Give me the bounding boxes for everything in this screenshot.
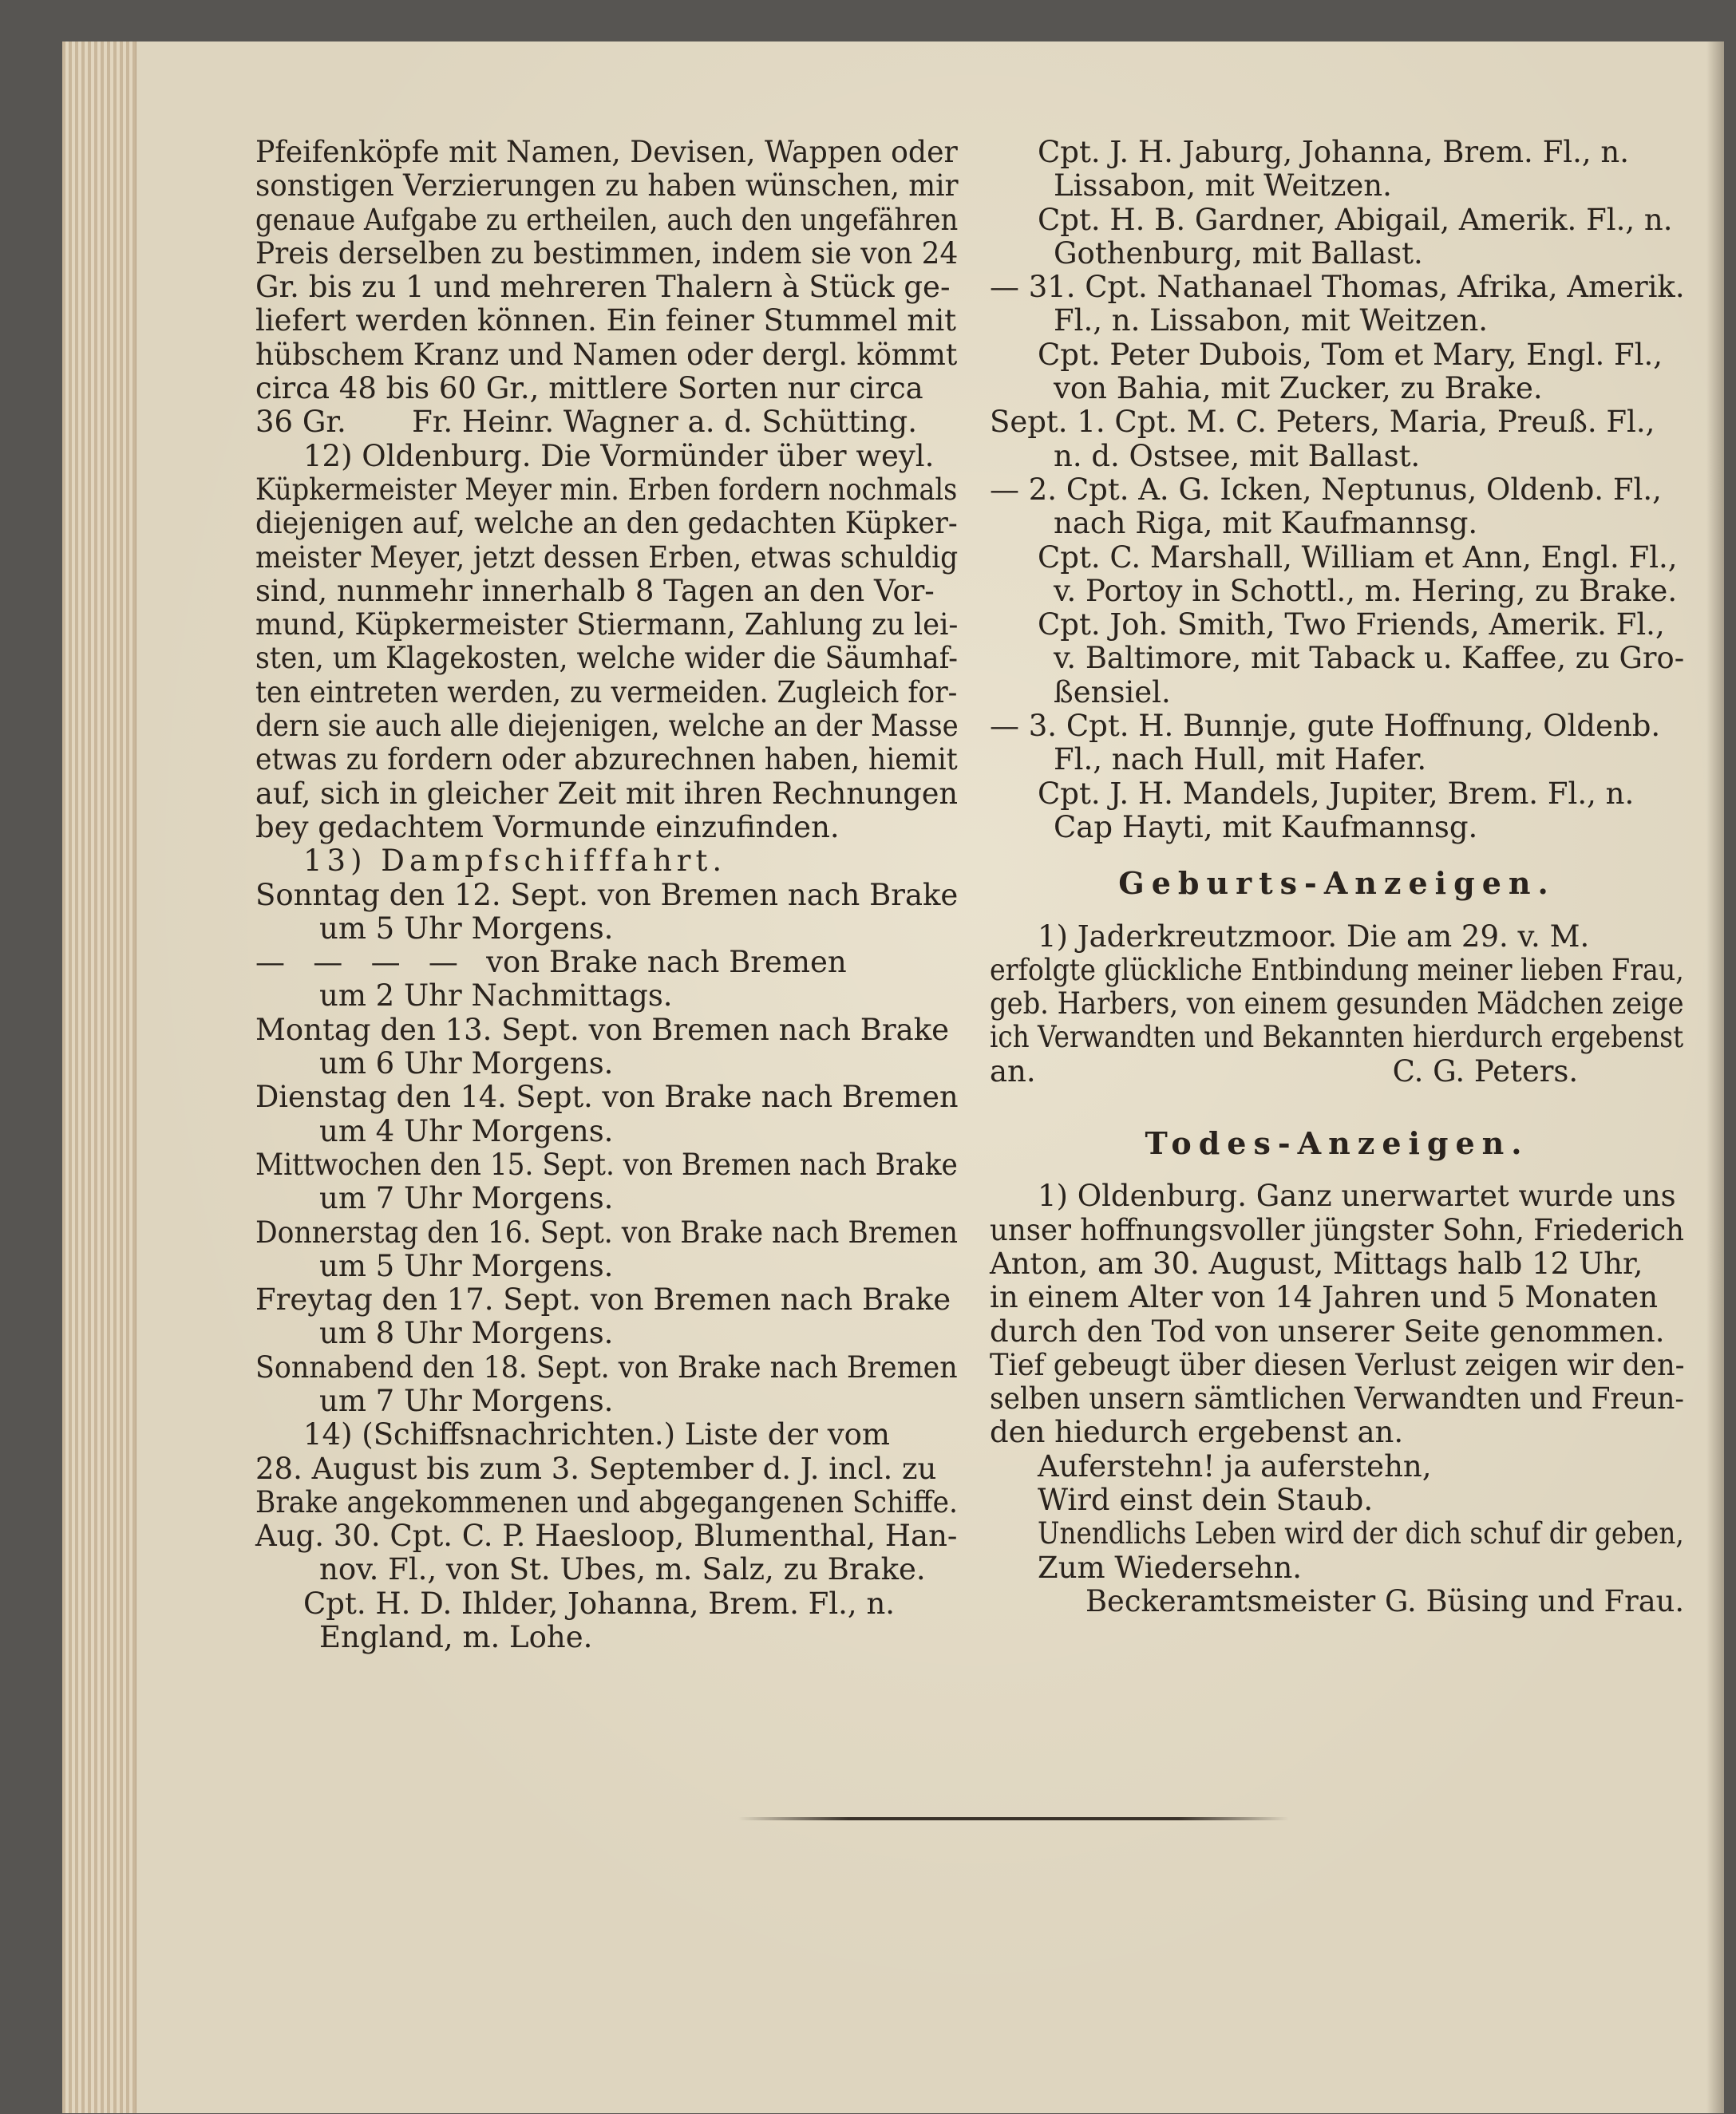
text-line: an. C. G. Peters.	[990, 1053, 1579, 1089]
poem-line: Unendlichs Leben wird der dich schuf dir geben,	[1038, 1516, 1684, 1551]
text-line: in einem Alter von 14 Jahren und 5 Monaten	[990, 1280, 1659, 1315]
text-line: den hiedurch ergebenst an.	[990, 1415, 1404, 1450]
text-line: auf, sich in gleicher Zeit mit ihren Rechnungen	[255, 776, 959, 811]
text-line: bey gedachtem Vormunde einzufinden.	[255, 809, 840, 844]
schedule-day: Freytag den 17. Sept. von Bremen nach Brake	[255, 1282, 951, 1318]
ship-entry-cont: England, m. Lohe.	[319, 1620, 593, 1655]
text-line: 36 Gr. Fr. Heinr. Wagner a. d. Schütting.	[255, 405, 917, 440]
ship-entry-cont: ßensiel.	[1054, 674, 1171, 709]
end-rule	[738, 1817, 1289, 1820]
page-edges	[62, 41, 136, 2113]
text-line: ich Verwandten und Bekannten hierdurch ergebenst	[990, 1020, 1684, 1055]
ship-entry: Cpt. H. B. Gardner, Abigail, Amerik. Fl., n.	[1038, 202, 1673, 237]
text-line: etwas zu fordern oder abzurechnen haben, hiemit	[255, 742, 958, 777]
text-line: dern sie auch alle diejenigen, welche an der Masse	[255, 709, 959, 744]
death-notice	[990, 1179, 1684, 1618]
text-line: geb. Harbers, von einem gesunden Mädchen zeige	[990, 986, 1684, 1021]
ship-entry: Cpt. Joh. Smith, Two Friends, Amerik. Fl.,	[1038, 607, 1665, 642]
notice-12	[255, 440, 958, 845]
ship-entry: — 3. Cpt. H. Bunnje, gute Hoffnung, Oldenb.	[990, 709, 1661, 744]
text-line: genaue Aufgabe zu ertheilen, auch den ungefähren	[255, 202, 959, 237]
text-line: unser hoffnungsvoller jüngster Sohn, Friederich	[990, 1212, 1685, 1247]
birth-notice	[990, 920, 1684, 1089]
schedule-day: Dienstag den 14. Sept. von Brake nach Bremen	[255, 1080, 959, 1115]
poem-line: Auferstehn! ja auferstehn,	[1038, 1448, 1432, 1484]
poem-line: Zum Wiedersehn.	[1038, 1550, 1303, 1585]
text-line: Preis derselben zu bestimmen, indem sie von 24	[255, 235, 959, 271]
notice-13	[255, 844, 958, 1418]
text-line: sonstigen Verzierungen zu haben wünschen, mir	[255, 168, 959, 203]
ship-entry: Aug. 30. Cpt. C. P. Haesloop, Blumenthal, Han-	[255, 1519, 958, 1554]
signature: Beckeramtsmeister G. Büsing und Frau.	[1085, 1583, 1685, 1618]
text-line: Pfeifenköpfe mit Namen, Devisen, Wappen oder	[255, 135, 958, 169]
deaths-heading: Todes-Anzeigen.	[1145, 1125, 1529, 1162]
schedule-time: um 7 Uhr Morgens.	[319, 1383, 614, 1418]
ship-entry: Cpt. J. H. Jaburg, Johanna, Brem. Fl., n.	[1038, 135, 1629, 169]
text-line: 28. August bis zum 3. September d. J. incl. zu	[255, 1451, 937, 1486]
text-line: Brake angekommenen und abgegangenen Schiffe.	[255, 1484, 958, 1519]
text-line: hübschem Kranz und Namen oder dergl. kömmt	[255, 337, 958, 372]
schedule-time: um 6 Uhr Morgens.	[319, 1046, 614, 1081]
ship-entry: Cpt. H. D. Ihlder, Johanna, Brem. Fl., n.	[303, 1586, 896, 1621]
text-line: sind, nunmehr innerhalb 8 Tagen an den Vor-	[255, 573, 935, 608]
ship-entry: Sept. 1. Cpt. M. C. Peters, Maria, Preuß. Fl.,	[990, 405, 1655, 440]
left-column	[255, 136, 958, 1654]
text-line: erfolgte glückliche Entbindung meiner lieben Frau,	[990, 952, 1684, 987]
poem-line: Wird einst dein Staub.	[1038, 1482, 1374, 1517]
schedule-time: um 5 Uhr Morgens.	[319, 1248, 614, 1283]
schedule-day: Sonnabend den 18. Sept. von Brake nach Bremen	[255, 1349, 958, 1385]
text-line: 12) Oldenburg. Die Vormünder über weyl.	[303, 438, 935, 473]
text-line: mund, Küpkermeister Stiermann, Zahlung zu lei-	[255, 607, 959, 642]
text-line: Anton, am 30. August, Mittags halb 12 Uhr,	[990, 1246, 1643, 1281]
ship-entry-cont: nov. Fl., von St. Ubes, m. Salz, zu Brake.	[319, 1552, 926, 1587]
ship-entry: Cpt. C. Marshall, William et Ann, Engl. Fl.,	[1038, 539, 1678, 575]
ship-list-continued	[990, 136, 1684, 844]
ship-entry: — 31. Cpt. Nathanael Thomas, Afrika, Amerik.	[990, 270, 1685, 305]
text-line: Tief gebeugt über diesen Verlust zeigen wir den-	[990, 1347, 1685, 1382]
right-column	[990, 136, 1684, 1618]
ship-entry-cont: Fl., nach Hull, mit Hafer.	[1054, 742, 1427, 777]
text-line: meister Meyer, jetzt dessen Erben, etwas schuldig	[255, 539, 959, 575]
text-line: 1) Jaderkreutzmoor. Die am 29. v. M.	[1038, 919, 1590, 954]
text-line: ten eintreten werden, zu vermeiden. Zugleich for-	[255, 674, 958, 709]
text-line: Gr. bis zu 1 und mehreren Thalern à Stück ge-	[255, 270, 951, 305]
ship-entry-cont: v. Portoy in Schottl., m. Hering, zu Brake.	[1054, 573, 1678, 608]
notice-13-title: 13) Dampfschifffahrt.	[303, 844, 727, 879]
text-line: Küpkermeister Meyer min. Erben fordern nochmals	[255, 472, 958, 507]
notice-14	[255, 1418, 958, 1654]
schedule-day: Donnerstag den 16. Sept. von Brake nach Bremen	[255, 1215, 959, 1250]
ship-entry-cont: Fl., n. Lissabon, mit Weitzen.	[1054, 303, 1489, 338]
spine-shadow	[1706, 41, 1724, 2113]
schedule-time: um 5 Uhr Morgens.	[319, 911, 614, 946]
text-line: diejenigen auf, welche an den gedachten Küpker-	[255, 506, 958, 541]
schedule-time: um 8 Uhr Morgens.	[319, 1316, 614, 1351]
schedule-time: um 4 Uhr Morgens.	[319, 1113, 614, 1148]
text-line: 1) Oldenburg. Ganz unerwartet wurde uns	[1038, 1179, 1676, 1214]
ship-entry-cont: Cap Hayti, mit Kaufmannsg.	[1054, 809, 1478, 844]
ship-entry: Cpt. J. H. Mandels, Jupiter, Brem. Fl., n.	[1038, 776, 1635, 811]
schedule-day: Montag den 13. Sept. von Bremen nach Brake	[255, 1012, 950, 1047]
schedule-day: Sonntag den 12. Sept. von Bremen nach Brake	[255, 877, 959, 912]
ship-entry: — 2. Cpt. A. G. Icken, Neptunus, Oldenb. Fl.,	[990, 472, 1662, 507]
text-line: circa 48 bis 60 Gr., mittlere Sorten nur circa	[255, 371, 923, 406]
pipe-advertisement	[255, 136, 958, 440]
text-line: 14) (Schiffsnachrichten.) Liste der vom	[303, 1417, 890, 1452]
ship-entry-cont: n. d. Ostsee, mit Ballast.	[1054, 438, 1421, 473]
ship-entry-cont: Lissabon, mit Weitzen.	[1054, 168, 1392, 203]
text-line: selben unsern sämtlichen Verwandten und Freun-	[990, 1381, 1684, 1417]
schedule-time: um 2 Uhr Nachmittags.	[319, 978, 673, 1014]
ship-entry-cont: v. Baltimore, mit Taback u. Kaffee, zu Gro-	[1054, 641, 1685, 676]
schedule-time: um 7 Uhr Morgens.	[319, 1181, 614, 1216]
text-line: sten, um Klagekosten, welche wider die Säumhaf-	[255, 641, 958, 676]
schedule-day: — — — — von Brake nach Bremen	[255, 945, 847, 980]
text-line: liefert werden können. Ein feiner Stummel mit	[255, 303, 957, 338]
ship-entry: Cpt. Peter Dubois, Tom et Mary, Engl. Fl.,	[1038, 337, 1663, 372]
ship-entry-cont: nach Riga, mit Kaufmannsg.	[1054, 506, 1478, 541]
schedule-day: Mittwochen den 15. Sept. von Bremen nach Brake	[255, 1147, 958, 1182]
text-line: durch den Tod von unserer Seite genommen.	[990, 1314, 1665, 1349]
ship-entry-cont: Gothenburg, mit Ballast.	[1054, 235, 1423, 271]
births-heading: Geburts-Anzeigen.	[1118, 865, 1556, 902]
ship-entry-cont: von Bahia, mit Zucker, zu Brake.	[1054, 371, 1543, 406]
